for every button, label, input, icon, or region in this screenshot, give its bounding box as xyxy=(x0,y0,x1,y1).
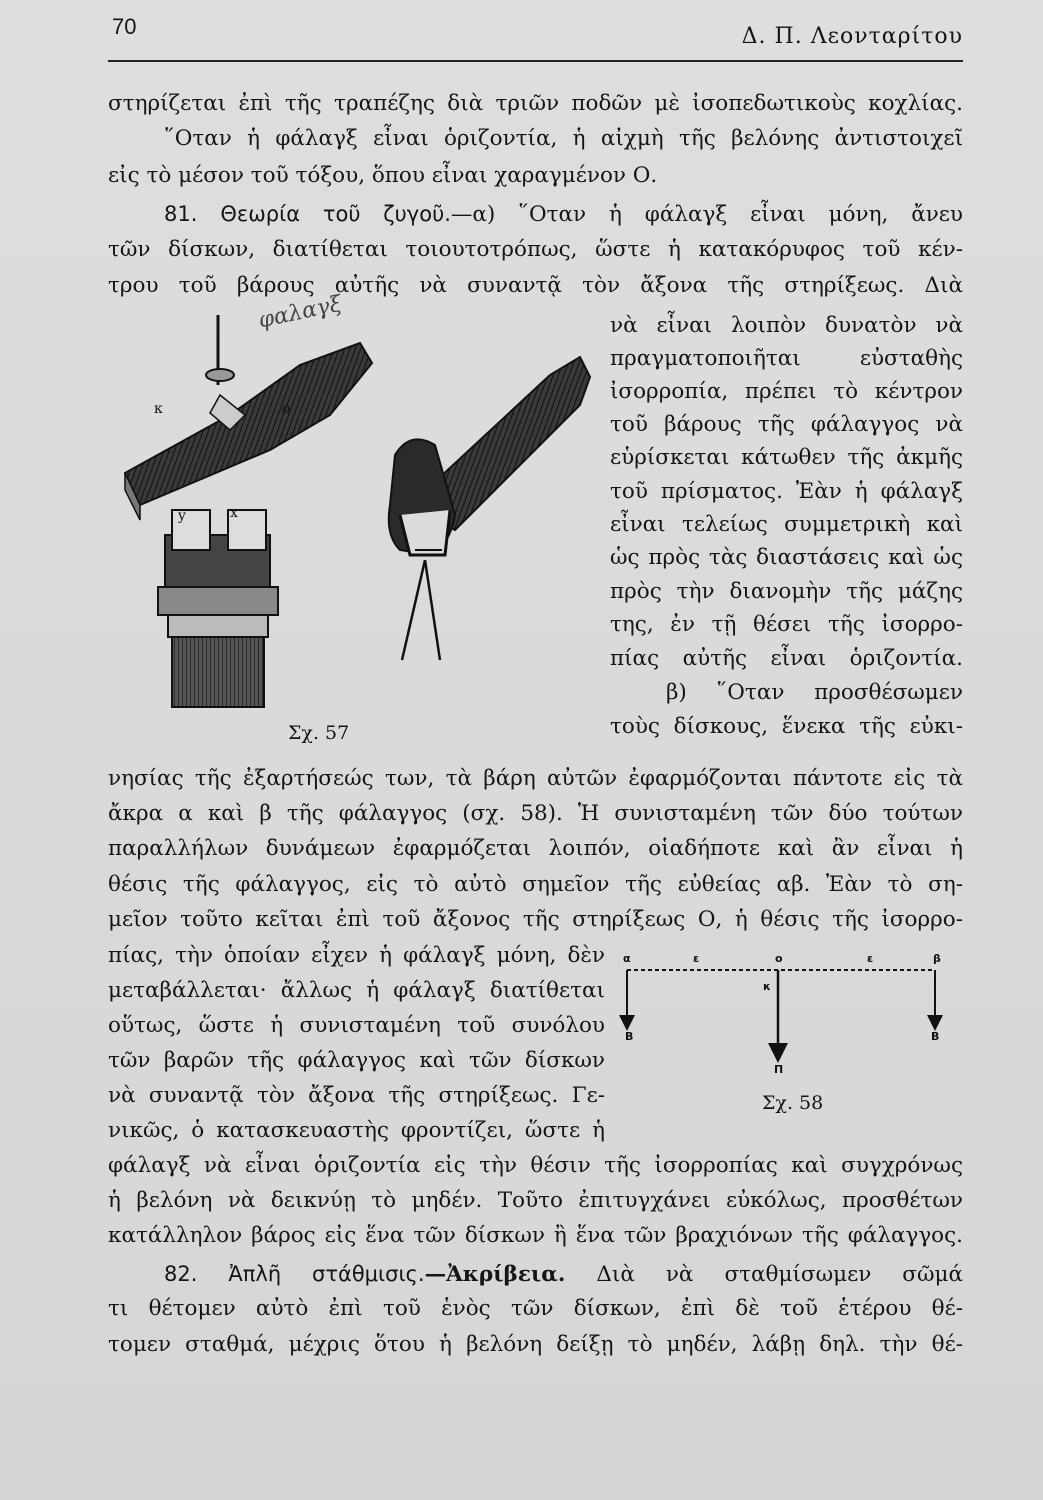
text-line: ἡ βελόνη νὰ δεικνύῃ τὸ μηδέν. Τοῦτο ἐπιτυγχάνει εὐκόλως, προσθέτων xyxy=(108,1188,963,1213)
text-line: θέσις τῆς φάλαγγος, εἰς τὸ αὐτὸ σημεῖον τῆς εὐθείας αβ. Ἐὰν τὸ ση- xyxy=(108,872,963,897)
text-line: τῶν βαρῶν τῆς φάλαγγος καὶ τῶν δίσκων xyxy=(108,1048,605,1073)
figure-58-force-diagram xyxy=(615,948,960,1078)
text-line: εἰς τὸ μέσον τοῦ τόξου, ὅπου εἶναι χαραγμένον Ο. xyxy=(108,163,658,188)
text-line: τῶν δίσκων, διατίθεται τοιουτοτρόπως, ὥστε ἡ κατακόρυφος τοῦ κέν- xyxy=(108,237,963,262)
section-number: 81. xyxy=(164,202,198,226)
fig58-label-e-left: ε xyxy=(693,952,700,965)
section-82-heading xyxy=(108,1260,963,1289)
support-column xyxy=(158,510,278,707)
text-line: παραλλήλων δυνάμεων ἐφαρμόζεται λοιπόν, οἱαδήποτε καὶ ἂν εἶναι ἡ xyxy=(108,836,963,861)
text-line: της, ἐν τῇ θέσει τῆς ἰσορρο- xyxy=(610,612,963,637)
figure-57-caption: Σχ. 57 xyxy=(288,722,350,744)
section-lead: Διὰ νὰ σταθμίσωμεν σῶμά xyxy=(596,1262,963,1287)
fig58-label-b: β xyxy=(933,952,941,965)
text-line: ῞Οταν ἡ φάλαγξ εἶναι ὁριζοντία, ἡ αἰχμὴ τῆς βελόνης ἀντιστοιχεῖ xyxy=(164,126,963,151)
section-number: 82. xyxy=(164,1262,198,1286)
fig57-label-k: κ xyxy=(154,401,163,417)
fig57-label-o: ο xyxy=(282,401,291,417)
section-81-heading xyxy=(108,200,963,229)
text-line: ἄκρα α καὶ β τῆς φάλαγγος (σχ. 58). Ἡ συνισταμένη τῶν δύο τούτων xyxy=(108,801,963,826)
text-line: μεῖον τοῦτο κεῖται ἐπὶ τοῦ ἄξονος τῆς στηρίξεως Ο, ἡ θέσις τῆς ἰσορρο- xyxy=(108,907,963,932)
text-line: νησίας τῆς ἐξαρτήσεώς των, τὰ βάρη αὐτῶν ἐφαρμόζονται πάντοτε εἰς τὰ xyxy=(108,766,963,791)
fig57-label-x: x xyxy=(230,505,238,521)
handwritten-annotation: φαλαγξ xyxy=(256,291,345,334)
fig58-label-o: ο xyxy=(775,952,783,965)
text-line: κατάλληλον βάρος εἰς ἕνα τῶν δίσκων ἢ ἕνα τῶν βραχιόνων τῆς φάλαγγος. xyxy=(108,1223,963,1248)
fig58-label-a: α xyxy=(623,952,631,965)
text-line: τι θέτομεν αὐτὸ ἐπὶ τοῦ ἑνὸς τῶν δίσκων, ἐπὶ δὲ τοῦ ἑτέρου θέ- xyxy=(108,1296,963,1321)
beam-left xyxy=(125,315,372,520)
text-line: στηρίζεται ἐπὶ τῆς τραπέζης διὰ τριῶν ποδῶν μὲ ἰσοπεδωτικοὺς κοχλίας. xyxy=(108,91,963,116)
section-title: Θεωρία τοῦ ζυγοῦ. xyxy=(220,202,451,226)
figure-58-caption: Σχ. 58 xyxy=(762,1092,824,1114)
text-line: πίας αὐτῆς εἶναι ὁριζοντία. xyxy=(610,646,963,671)
fig58-label-B-left: Β xyxy=(625,1030,634,1043)
text-line: νὰ συναντᾷ τὸν ἄξονα τῆς στηρίξεως. Γε- xyxy=(108,1083,605,1108)
text-line: τοῦ πρίσματος. Ἐὰν ἡ φάλαγξ xyxy=(610,479,963,504)
text-line: πραγματοποιῆται εὐσταθὴς xyxy=(610,346,963,371)
running-title: Δ. Π. Λεονταρίτου xyxy=(741,24,963,49)
text-line: εἶναι τελείως συμμετρικὴ καὶ xyxy=(610,512,963,537)
text-line: οὕτως, ὥστε ἡ συνισταμένη τοῦ συνόλου xyxy=(108,1013,605,1038)
text-line: πίας, τὴν ὁποίαν εἶχεν ἡ φάλαγξ μόνη, δὲν xyxy=(108,943,605,968)
text-line: νὰ εἶναι λοιπὸν δυνατὸν νὰ xyxy=(610,313,963,338)
header-rule xyxy=(108,60,963,62)
text-line: πρὸς τὴν διανομὴν τῆς μάζης xyxy=(610,579,963,604)
text-line: τοὺς δίσκους, ἕνεκα τῆς εὐκι- xyxy=(610,714,963,739)
fig58-label-e-right: ε xyxy=(867,952,874,965)
text-line: ἰσορροπία, πρέπει τὸ κέντρον xyxy=(610,379,963,404)
fig57-label-y: y xyxy=(178,508,186,524)
text-line: τομεν σταθμά, μέχρις ὅτου ἡ βελόνη δείξῃ τὸ μηδέν, λάβῃ δηλ. τὴν θέ- xyxy=(108,1332,963,1357)
text-line: β) ῞Οταν προσθέσωμεν xyxy=(666,680,963,705)
text-line: μεταβάλλεται· ἄλλως ἡ φάλαγξ διατίθεται xyxy=(108,978,605,1003)
section-title-2: —Ἀκρίβεια. xyxy=(424,1262,566,1287)
text-line: φάλαγξ νὰ εἶναι ὁριζοντία εἰς τὴν θέσιν τῆς ἰσορροπίας καὶ συγχρόνως xyxy=(108,1153,963,1178)
text-line: τοῦ βάρους τῆς φάλαγγος νὰ xyxy=(610,412,963,437)
text-line: νικῶς, ὁ κατασκευαστὴς φροντίζει, ὥστε ἡ xyxy=(108,1118,605,1143)
text-line: τρου τοῦ βάρους αὐτῆς νὰ συναντᾷ τὸν ἄξονα τῆς στηρίξεως. Διὰ xyxy=(108,273,963,298)
page-number: 70 xyxy=(112,14,137,39)
fig58-label-P: Π xyxy=(774,1063,784,1076)
text-line: εὑρίσκεται κάτωθεν τῆς ἀκμῆς xyxy=(610,445,963,470)
fig58-label-B-right: Β xyxy=(931,1030,940,1043)
fig58-label-k: κ xyxy=(763,980,771,993)
section-lead: —α) ῞Οταν ἡ φάλαγξ εἶναι μόνη, ἄνευ xyxy=(450,202,963,227)
beam-right-with-stirrup xyxy=(389,357,590,660)
figure-57-balance-beam-illustration xyxy=(110,305,600,725)
section-title: Ἀπλῆ στάθμισις. xyxy=(228,1262,425,1286)
text-line: ὡς πρὸς τὰς διαστάσεις καὶ ὡς xyxy=(610,545,963,570)
